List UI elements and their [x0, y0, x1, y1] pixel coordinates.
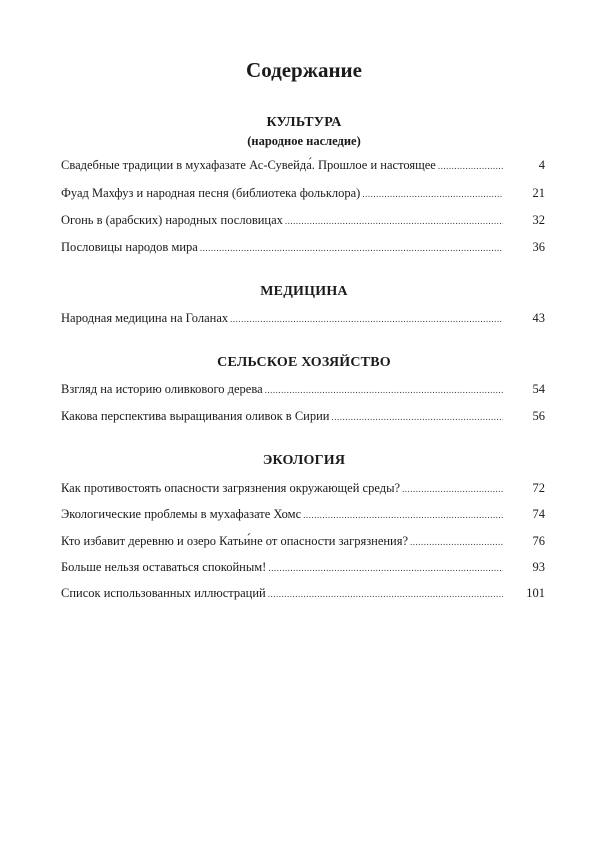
toc-entry[interactable] [61, 507, 545, 525]
toc-entry-page: 43 [532, 311, 545, 325]
toc-entry-title: Взгляд на историю оливкового дерева [61, 382, 263, 396]
toc-entry-page: 56 [532, 409, 545, 423]
leader-dots [268, 589, 503, 599]
toc-entry[interactable] [61, 560, 545, 578]
toc-entry-title: Огонь в (арабских) народных пословицах [61, 213, 283, 227]
section-heading-agriculture: СЕЛЬСКОЕ ХОЗЯЙСТВО [217, 355, 391, 370]
toc-entry[interactable] [61, 311, 545, 329]
toc-entry[interactable] [61, 586, 545, 604]
toc-entry-title: Народная медицина на Голанах [61, 311, 229, 325]
toc-entry[interactable] [61, 382, 545, 400]
leader-dots [200, 243, 503, 253]
leader-dots [410, 537, 503, 547]
toc-entry[interactable] [61, 240, 545, 258]
toc-entry-page: 72 [532, 481, 545, 495]
leader-dots [402, 484, 503, 494]
leader-dots [303, 510, 503, 520]
leader-dots [285, 216, 503, 226]
toc-entry-page: 21 [532, 186, 545, 200]
toc-entry-title: Список использованных иллюстраций [61, 586, 266, 600]
leader-dots [438, 161, 503, 171]
leader-dots [331, 412, 503, 422]
leader-dots [268, 563, 503, 573]
toc-entry[interactable] [61, 534, 545, 552]
leader-dots [230, 314, 503, 324]
section-heading-ecology: ЭКОЛОГИЯ [262, 453, 346, 468]
toc-entry-title: Какова перспектива выращивания оливок в Сирии [61, 409, 330, 423]
toc-entry-page: 74 [532, 507, 545, 521]
toc-entry-title: Фуад Махфуз и народная песня (библиотека фольклора) [61, 186, 361, 200]
toc-entry-title: Больше нельзя оставаться спокойным! [61, 560, 267, 574]
toc-entry-title: Кто избавит деревню и озеро Катьи́не от опасности загрязнения? [61, 534, 409, 548]
toc-entry-page: 32 [532, 213, 545, 227]
toc-entry-page: 101 [526, 586, 545, 600]
toc-entry-page: 93 [532, 560, 545, 574]
toc-entry-page: 36 [532, 240, 545, 254]
toc-entry[interactable] [61, 186, 545, 204]
toc-entry-page: 54 [532, 382, 545, 396]
toc-entry[interactable] [61, 213, 545, 231]
toc-entry-title: Свадебные традиции в мухафазате Ас-Сувейда́. Прошлое и настоящее [61, 158, 436, 172]
toc-entry[interactable] [61, 158, 545, 176]
toc-entry-page: 4 [538, 158, 545, 172]
section-heading-medicine: МЕДИЦИНА [260, 284, 348, 299]
toc-entry[interactable] [61, 409, 545, 427]
toc-entry-title: Экологические проблемы в мухафазате Хомс [61, 507, 302, 521]
toc-entry-page: 76 [532, 534, 545, 548]
page-title: Содержание [246, 58, 362, 82]
toc-entry-title: Пословицы народов мира [61, 240, 198, 254]
toc-entry-title: Как противостоять опасности загрязнения окружающей среды? [61, 481, 401, 495]
section-subheading-culture: (народное наследие) [247, 134, 361, 148]
section-heading-culture: КУЛЬТУРА [266, 115, 342, 130]
leader-dots [362, 189, 503, 199]
toc-entry[interactable] [61, 481, 545, 499]
leader-dots [265, 385, 503, 395]
